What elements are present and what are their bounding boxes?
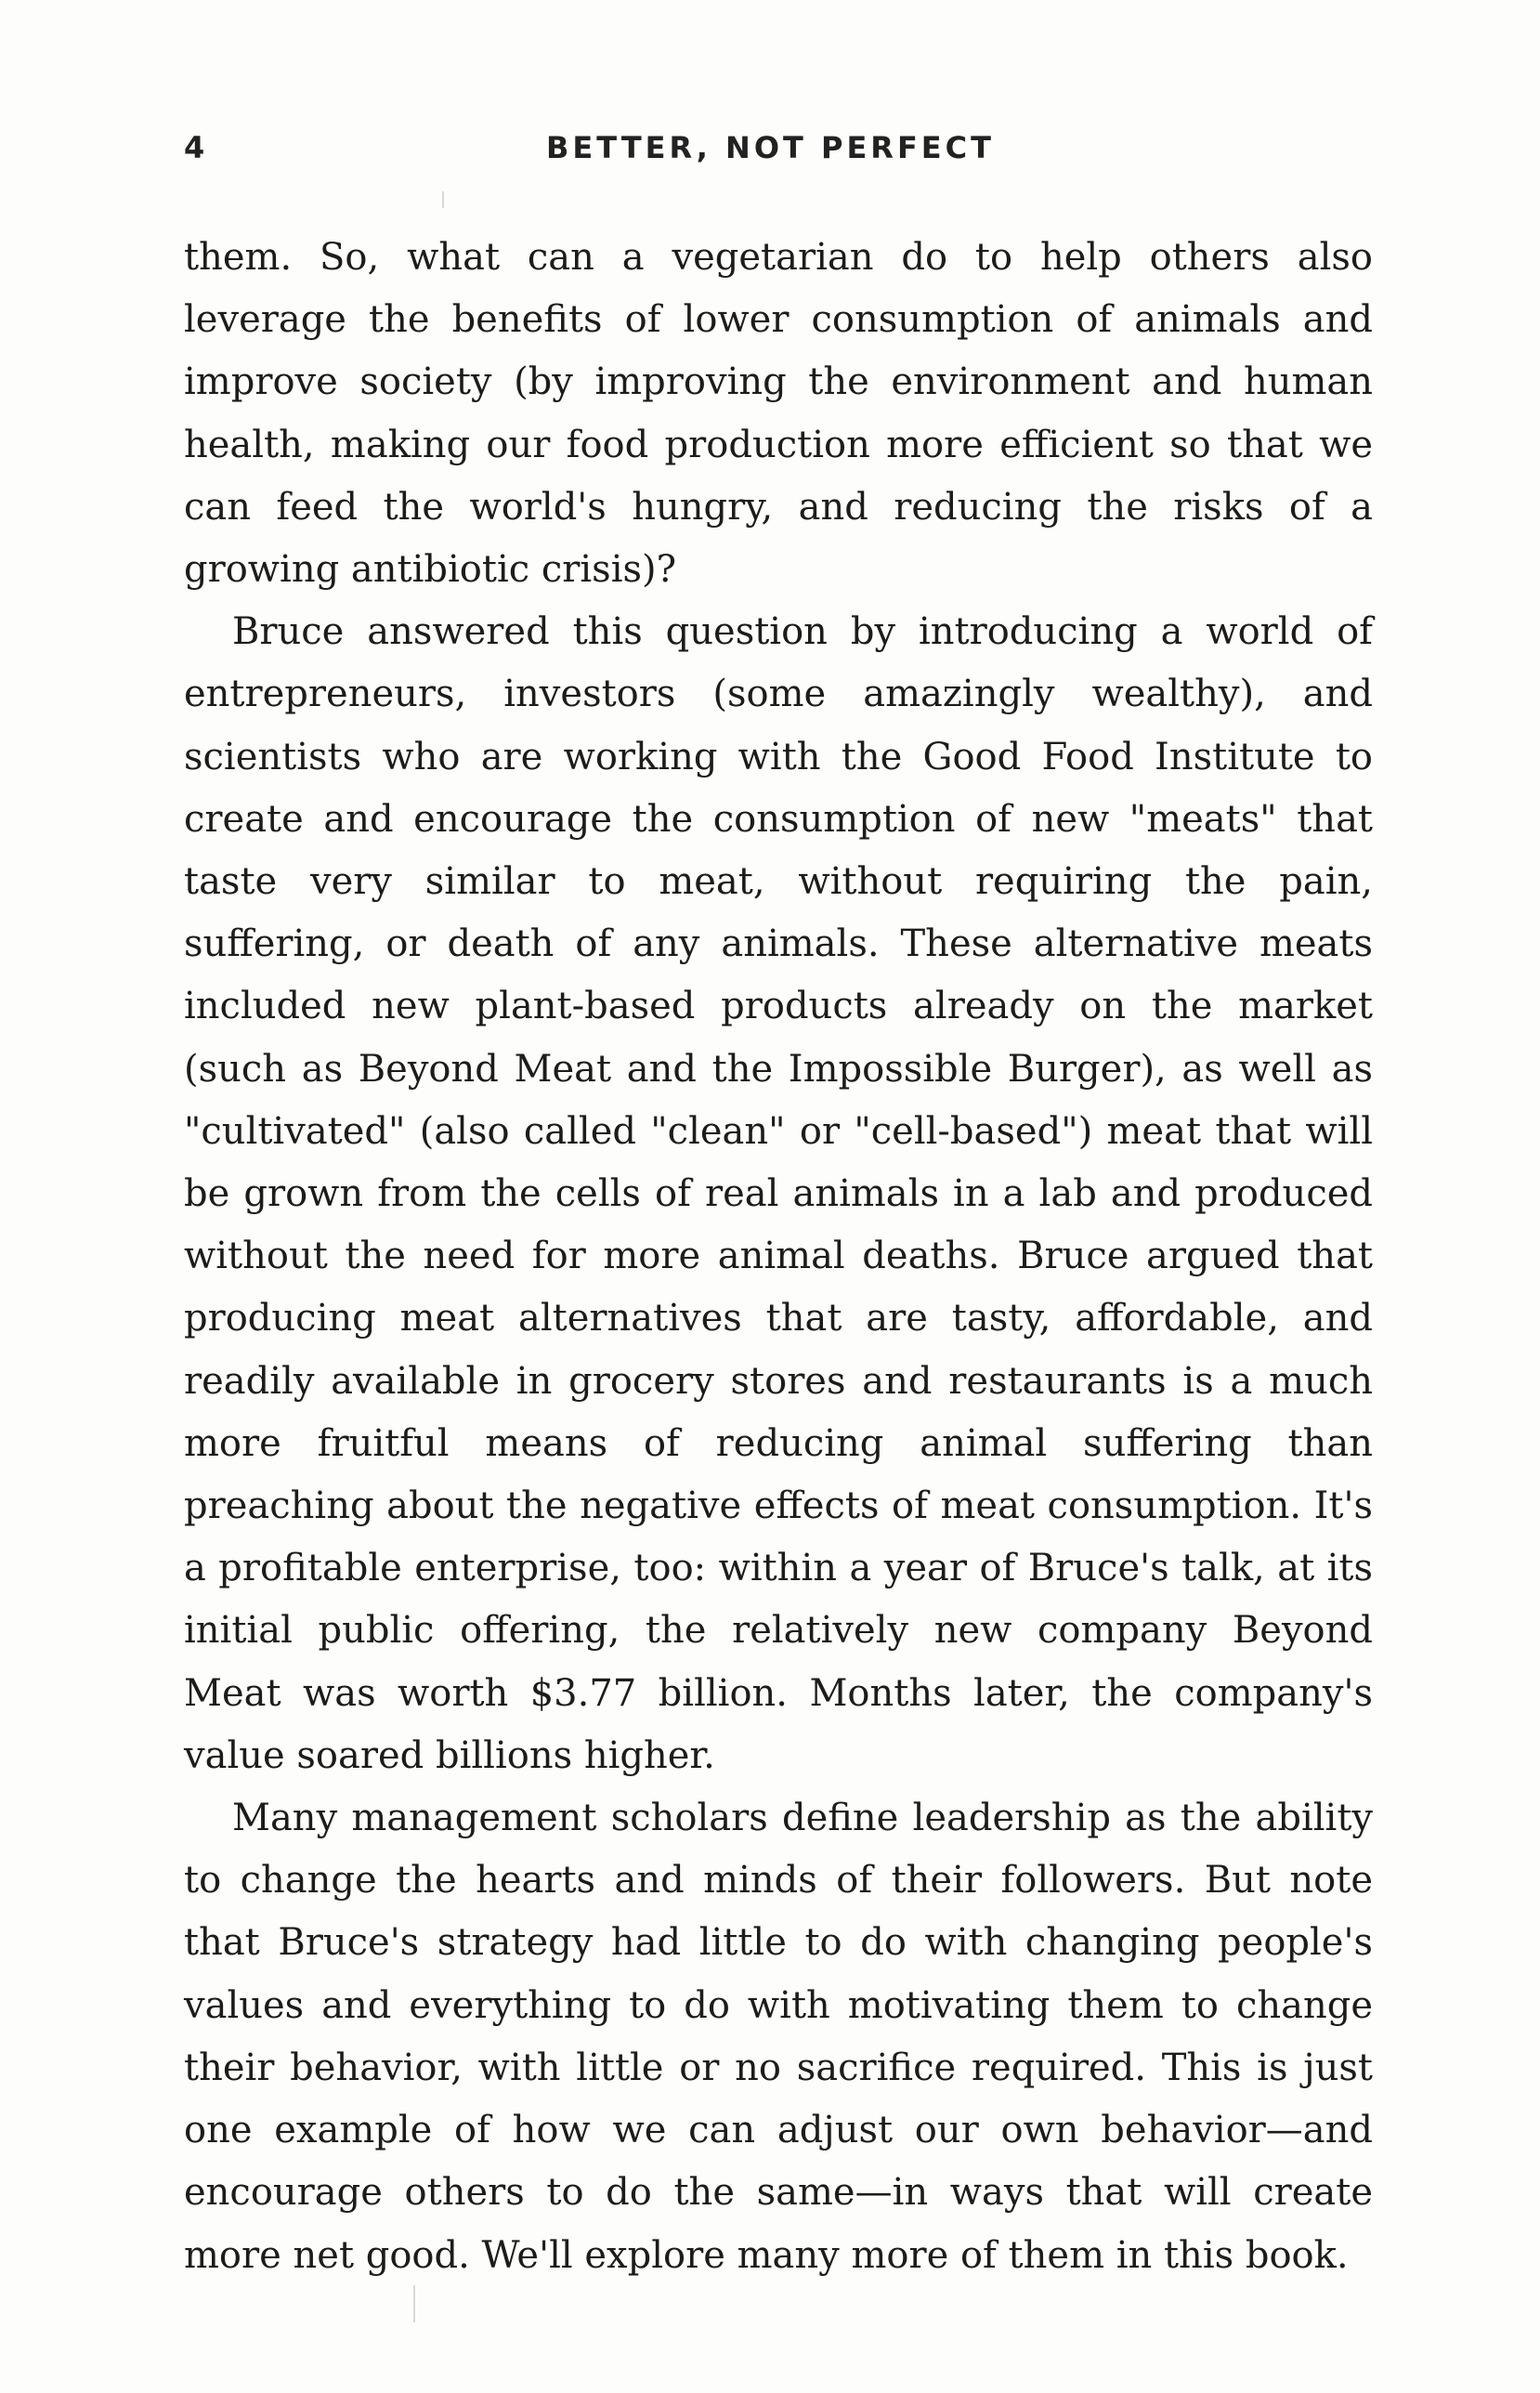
paragraph-3: Many management scholars define leadership as the ability to change the hearts and minds of their followers. But note that Bruce's strategy had little to do with changing people's values and everything to do with motivating them to change their behavior, with little or no sacrifice required. This is just one example of how we can adjust our own behavior—and encourage others to do the same—in ways that will create more net good. We'll explore many more of them in this book. [184, 1797, 1373, 2277]
scan-mark-top [442, 191, 444, 208]
book-title: BETTER, NOT PERFECT [546, 130, 995, 165]
scan-mark-bottom [413, 2285, 415, 2322]
running-head [184, 121, 1373, 177]
paragraph-2: Bruce answered this question by introducing a world of entrepreneurs, investors (some amazingly wealthy), and scientists who are working with the Good Food Institute to create and encourage the consumption of new "meats" that taste very similar to meat, without requiring the pain, suffering, or death of any animals. These alternative meats included new plant-based products already on the market (such as Beyond Meat and the Impossible Burger), as well as "cultivated" (also called "clean" or "cell-based") meat that will be grown from the cells of real animals in a lab and produced without the need for more animal deaths. Bruce argued that producing meat alternatives that are tasty, affordable, and readily available in grocery stores and restaurants is a much more fruitful means of reducing animal suffering than preaching about the negative effects of meat consumption. It's a profitable enterprise, too: within a year of Bruce's talk, at its initial public offering, the relatively new company Beyond Meat was worth $3.77 billion. Months later, the company's value soared billions higher. [184, 610, 1373, 1777]
body-text [184, 227, 1373, 2287]
paragraph-1: them. So, what can a vegetarian do to help others also leverage the benefits of lower consumption of animals and improve society (by improving the environment and human health, making our food production more efficient so that we can feed the world's hungry, and reducing the risks of a growing antibiotic crisis)? [184, 236, 1373, 592]
page-number: 4 [184, 130, 209, 165]
